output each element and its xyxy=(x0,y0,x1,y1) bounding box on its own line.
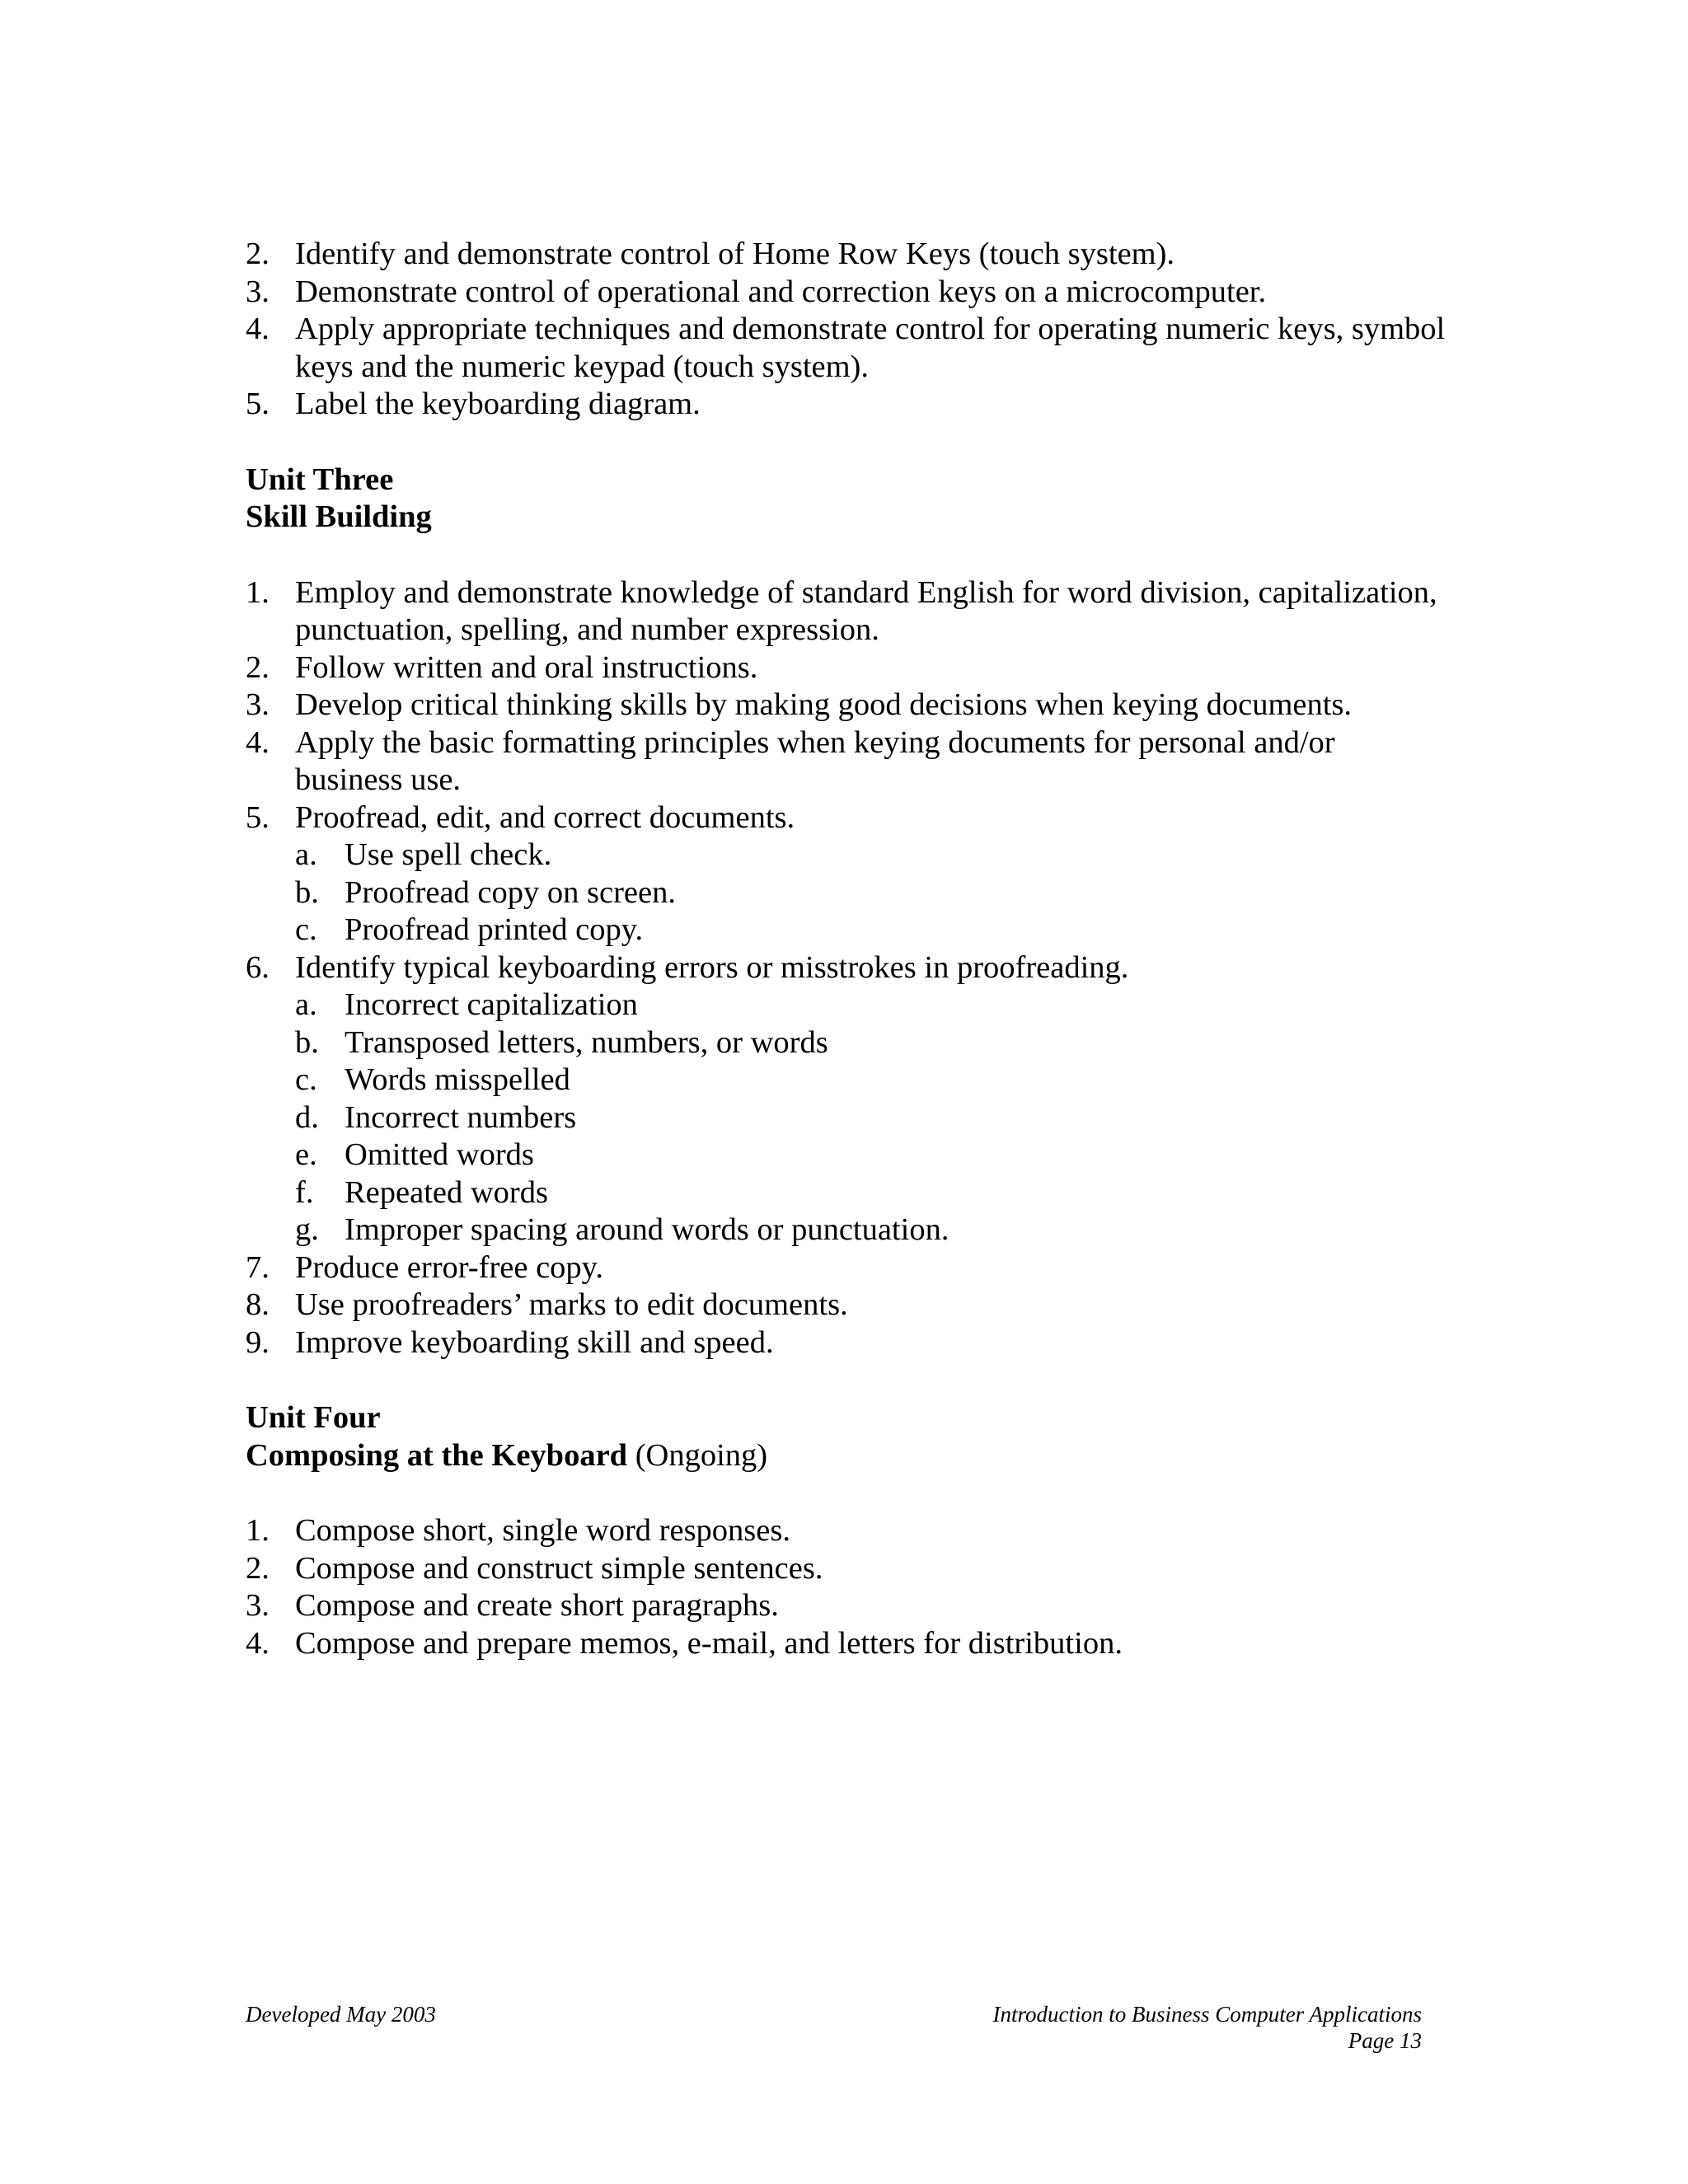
item-text: Proofread, edit, and correct documents. xyxy=(295,799,795,835)
item-number: 5. xyxy=(246,799,270,835)
item-number: 1. xyxy=(246,1513,270,1548)
list-item xyxy=(246,724,1449,799)
item-number: 3. xyxy=(246,274,270,309)
sub-item-letter: a. xyxy=(295,987,317,1022)
sub-list-item xyxy=(295,1024,1449,1062)
sub-list-item xyxy=(295,837,1449,874)
unit-three-heading xyxy=(246,462,1449,537)
item-number: 6. xyxy=(246,949,270,985)
sub-list-item xyxy=(295,1099,1449,1137)
sub-list-item xyxy=(295,1137,1449,1174)
sub-list xyxy=(295,837,1449,949)
unit-four-objectives-list xyxy=(246,1512,1449,1662)
sub-list xyxy=(295,987,1449,1249)
item-number: 4. xyxy=(246,724,270,760)
list-item xyxy=(246,1550,1449,1588)
unit-four-title-note: (Ongoing) xyxy=(627,1437,768,1473)
sub-item-letter: a. xyxy=(295,837,317,872)
item-number: 9. xyxy=(246,1324,270,1360)
page-content xyxy=(246,236,1449,1662)
item-text: Compose and create short paragraphs. xyxy=(295,1588,779,1623)
item-text: Follow written and oral instructions. xyxy=(295,649,758,685)
sub-item-letter: c. xyxy=(295,912,317,947)
item-text: Use proofreaders’ marks to edit documents. xyxy=(295,1287,848,1322)
list-item xyxy=(246,1324,1449,1362)
sub-list-item xyxy=(295,987,1449,1024)
item-number: 3. xyxy=(246,1588,270,1623)
sub-item-text: Use spell check. xyxy=(345,837,552,872)
footer-date: Developed May 2003 xyxy=(246,2002,436,2027)
item-number: 4. xyxy=(246,1625,270,1661)
list-item xyxy=(246,311,1449,386)
sub-list-item xyxy=(295,912,1449,949)
footer-course-title: Introduction to Business Computer Applications xyxy=(992,2002,1422,2027)
item-text: Employ and demonstrate knowledge of standard English for word division, capitalization, punctuation, spelling, and number expression. xyxy=(295,574,1437,647)
sub-item-text: Proofread copy on screen. xyxy=(345,874,676,910)
sub-item-text: Improper spacing around words or punctuation. xyxy=(345,1212,950,1247)
sub-item-letter: g. xyxy=(295,1212,319,1247)
sub-item-letter: b. xyxy=(295,874,319,910)
item-number: 4. xyxy=(246,312,270,346)
page-number: Page 13 xyxy=(1348,2028,1422,2053)
list-item xyxy=(246,1286,1449,1324)
item-text: Identify and demonstrate control of Home Row Keys (touch system). xyxy=(295,237,1175,271)
sub-item-letter: e. xyxy=(295,1137,317,1172)
item-text: Compose short, single word responses. xyxy=(295,1513,790,1548)
list-item xyxy=(246,649,1449,687)
item-number: 5. xyxy=(246,387,270,421)
item-text: Compose and construct simple sentences. xyxy=(295,1550,823,1586)
list-item xyxy=(246,949,1449,1249)
sub-list-item xyxy=(295,1174,1449,1212)
item-text: Label the keyboarding diagram. xyxy=(295,387,701,421)
item-text: Apply appropriate techniques and demonstrate control for operating numeric keys, symbol keys and the numeric keypad (touch system). xyxy=(295,312,1446,384)
list-item xyxy=(246,574,1449,649)
sub-item-text: Omitted words xyxy=(345,1137,534,1172)
sub-item-text: Proofread printed copy. xyxy=(345,912,644,947)
sub-item-text: Transposed letters, numbers, or words xyxy=(345,1024,828,1060)
unit-three-objectives-list xyxy=(246,574,1449,1362)
list-item xyxy=(246,687,1449,724)
unit-four-label: Unit Four xyxy=(246,1400,381,1435)
item-number: 2. xyxy=(246,1550,270,1586)
unit-four-heading xyxy=(246,1399,1449,1474)
list-item xyxy=(246,799,1449,949)
list-item xyxy=(246,1249,1449,1287)
sub-item-text: Words misspelled xyxy=(345,1062,570,1097)
unit-three-title: Skill Building xyxy=(246,499,432,534)
item-number: 2. xyxy=(246,649,270,685)
list-item xyxy=(246,1587,1449,1625)
item-number: 3. xyxy=(246,687,270,722)
sub-item-letter: b. xyxy=(295,1024,319,1060)
list-item xyxy=(246,386,1449,424)
item-number: 8. xyxy=(246,1287,270,1322)
sub-list-item xyxy=(295,874,1449,912)
sub-item-text: Repeated words xyxy=(345,1174,548,1210)
item-text: Improve keyboarding skill and speed. xyxy=(295,1324,774,1360)
list-item xyxy=(246,1625,1449,1663)
sub-item-text: Incorrect capitalization xyxy=(345,987,638,1022)
item-text: Apply the basic formatting principles when keying documents for personal and/or business use. xyxy=(295,724,1335,797)
sub-item-text: Incorrect numbers xyxy=(345,1099,577,1135)
item-text: Produce error-free copy. xyxy=(295,1249,604,1285)
sub-list-item xyxy=(295,1212,1449,1249)
continued-objectives-list xyxy=(246,236,1449,424)
item-text: Develop critical thinking skills by making good decisions when keying documents. xyxy=(295,687,1353,722)
sub-list-item xyxy=(295,1062,1449,1099)
unit-four-title: Composing at the Keyboard xyxy=(246,1437,628,1473)
sub-item-letter: c. xyxy=(295,1062,317,1097)
item-text: Identify typical keyboarding errors or misstrokes in proofreading. xyxy=(295,949,1129,985)
item-text: Compose and prepare memos, e-mail, and letters for distribution. xyxy=(295,1625,1123,1661)
item-number: 2. xyxy=(246,237,270,271)
unit-three-label: Unit Three xyxy=(246,462,394,497)
list-item xyxy=(246,236,1449,274)
list-item xyxy=(246,274,1449,312)
item-number: 1. xyxy=(246,574,270,610)
sub-item-letter: f. xyxy=(295,1174,314,1210)
list-item xyxy=(246,1512,1449,1550)
item-text: Demonstrate control of operational and correction keys on a microcomputer. xyxy=(295,274,1267,309)
item-number: 7. xyxy=(246,1249,270,1285)
footer-right xyxy=(993,2001,1423,2054)
sub-item-letter: d. xyxy=(295,1099,319,1135)
